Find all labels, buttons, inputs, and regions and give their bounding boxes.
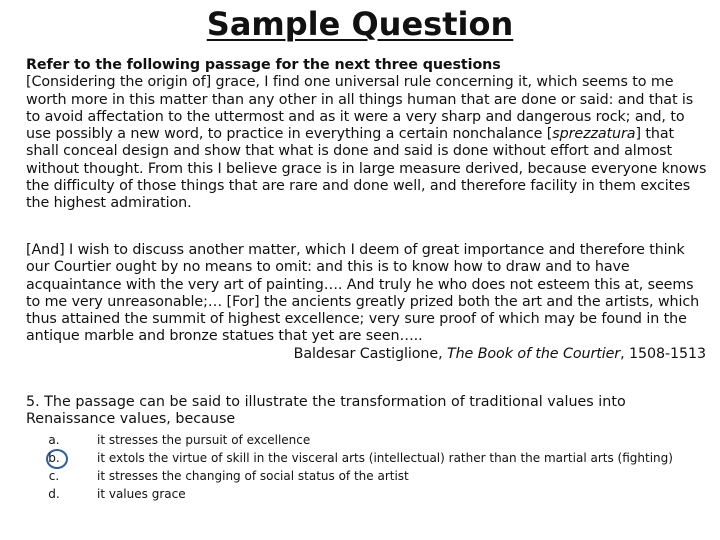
option-letter: d. xyxy=(48,487,60,501)
option-letter: b. xyxy=(48,451,60,465)
passage-intro: Refer to the following passage for the next three questions xyxy=(26,57,501,73)
option-d[interactable] xyxy=(0,485,720,503)
option-letter: c. xyxy=(48,469,60,483)
page-title: Sample Question xyxy=(206,5,514,43)
passage-paragraph-1 xyxy=(26,57,710,213)
option-text: it extols the virtue of skill in the visceral arts (intellectual) rather than the martial arts (fighting) xyxy=(97,451,673,465)
attribution-author: Baldesar Castiglione, xyxy=(293,345,447,362)
passage-paragraph-2 xyxy=(26,242,710,363)
option-b[interactable] xyxy=(0,449,720,467)
passage-text-1b: ] that shall conceal design and show that what is done and said is done without effort and almost without thought. From this I believe grace is in large measure derived, because everyone knows the difficulty of those things that are rare and done well, and therefore facility in them excites the highest admiration. xyxy=(26,126,707,212)
option-text: it values grace xyxy=(97,487,186,501)
option-text: it stresses the pursuit of excellence xyxy=(97,433,311,447)
attribution-work: The Book of the Courtier xyxy=(446,345,621,362)
passage-text-1a: [Considering the origin of] grace, I find one universal rule concerning it, which seems to me worth more in this matter than any other in all things human that are done or said: and that is to avoid affectation to the uttermost and as it were a very sharp and dangerous rock; and, to use possibly a new word, to practice in everything a certain nonchalance [ xyxy=(26,74,694,143)
passage-attribution xyxy=(26,346,710,363)
option-a[interactable] xyxy=(0,431,720,449)
passage-italic-term: sprezzatura xyxy=(552,126,636,143)
option-letter: a. xyxy=(48,433,60,447)
option-text: it stresses the changing of social status of the artist xyxy=(97,469,409,483)
question-text: 5. The passage can be said to illustrate the transformation of traditional values into Renaissance values, because xyxy=(26,394,626,427)
option-c[interactable] xyxy=(0,467,720,485)
attribution-dates: , 1508-1513 xyxy=(620,345,706,362)
passage-text-2: [And] I wish to discuss another matter, which I deem of great importance and therefore think our Courtier ought by no means to omit: and this is to know how to draw and to have acquaintance with the very art of painting…. And truly he who does not esteem this at, seems to me very unreasonable;… [For] the ancients greatly prized both the art and the artists, which thus attained the summit of highest excellence; very sure proof of which may be found in the antique marble and bronze statues that yet are seen….. xyxy=(26,242,700,345)
